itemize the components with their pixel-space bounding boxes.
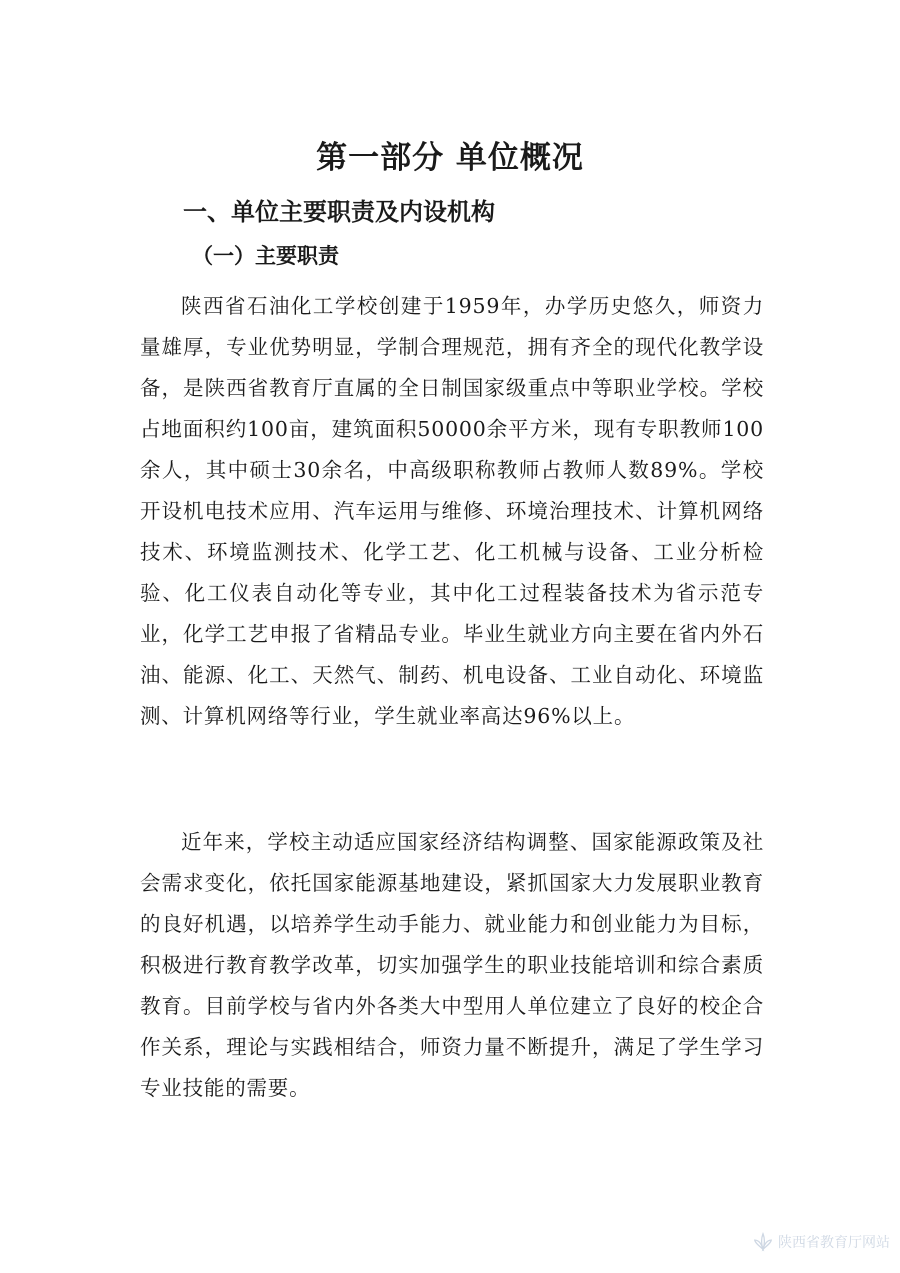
page-title: 第一部分 单位概况 [316,140,584,176]
paragraph-duties: 陕西省石油化工学校创建于1959年，办学历史悠久，师资力量雄厚，专业优势明显，学制合理规范，拥有齐全的现代化教学设备，是陕西省教育厅直属的全日制国家级重点中等职业学校。学校占地面积约100亩，建筑面积50000余平方米，现有专职教师100余人，其中硕士30余名，中高级职称教师占教师人数89%。学校开设机电技术应用、汽车运用与维修、环境治理技术、计算机网络技术、环境监测技术、化学工艺、化工机械与设备、工业分析检验、化工仪表自动化等专业，其中化工过程装备技术为省示范专业，化学工艺申报了省精品专业。毕业生就业方向主要在省内外石油、能源、化工、天然气、制药、机电设备、工业自动化、环境监测、计算机网络等行业，学生就业率高达96%以上。 [140,294,764,728]
flower-logo-icon [752,1231,774,1253]
paragraph-recent-years: 近年来，学校主动适应国家经济结构调整、国家能源政策及社会需求变化，依托国家能源基地建设，紧抓国家大力发展职业教育的良好机遇，以培养学生动手能力、就业能力和创业能力为目标，积极进行教育教学改革，切实加强学生的职业技能培训和综合素质教育。目前学校与省内外各类大中型用人单位建立了良好的校企合作关系，理论与实践相结合，师资力量不断提升，满足了学生学习专业技能的需要。 [140,830,764,1100]
section-heading: 一、单位主要职责及内设机构 [183,198,495,226]
site-watermark [752,1231,890,1253]
subsection-heading: （一）主要职责 [192,243,339,268]
watermark-text: 陕西省教育厅网站 [778,1235,890,1251]
